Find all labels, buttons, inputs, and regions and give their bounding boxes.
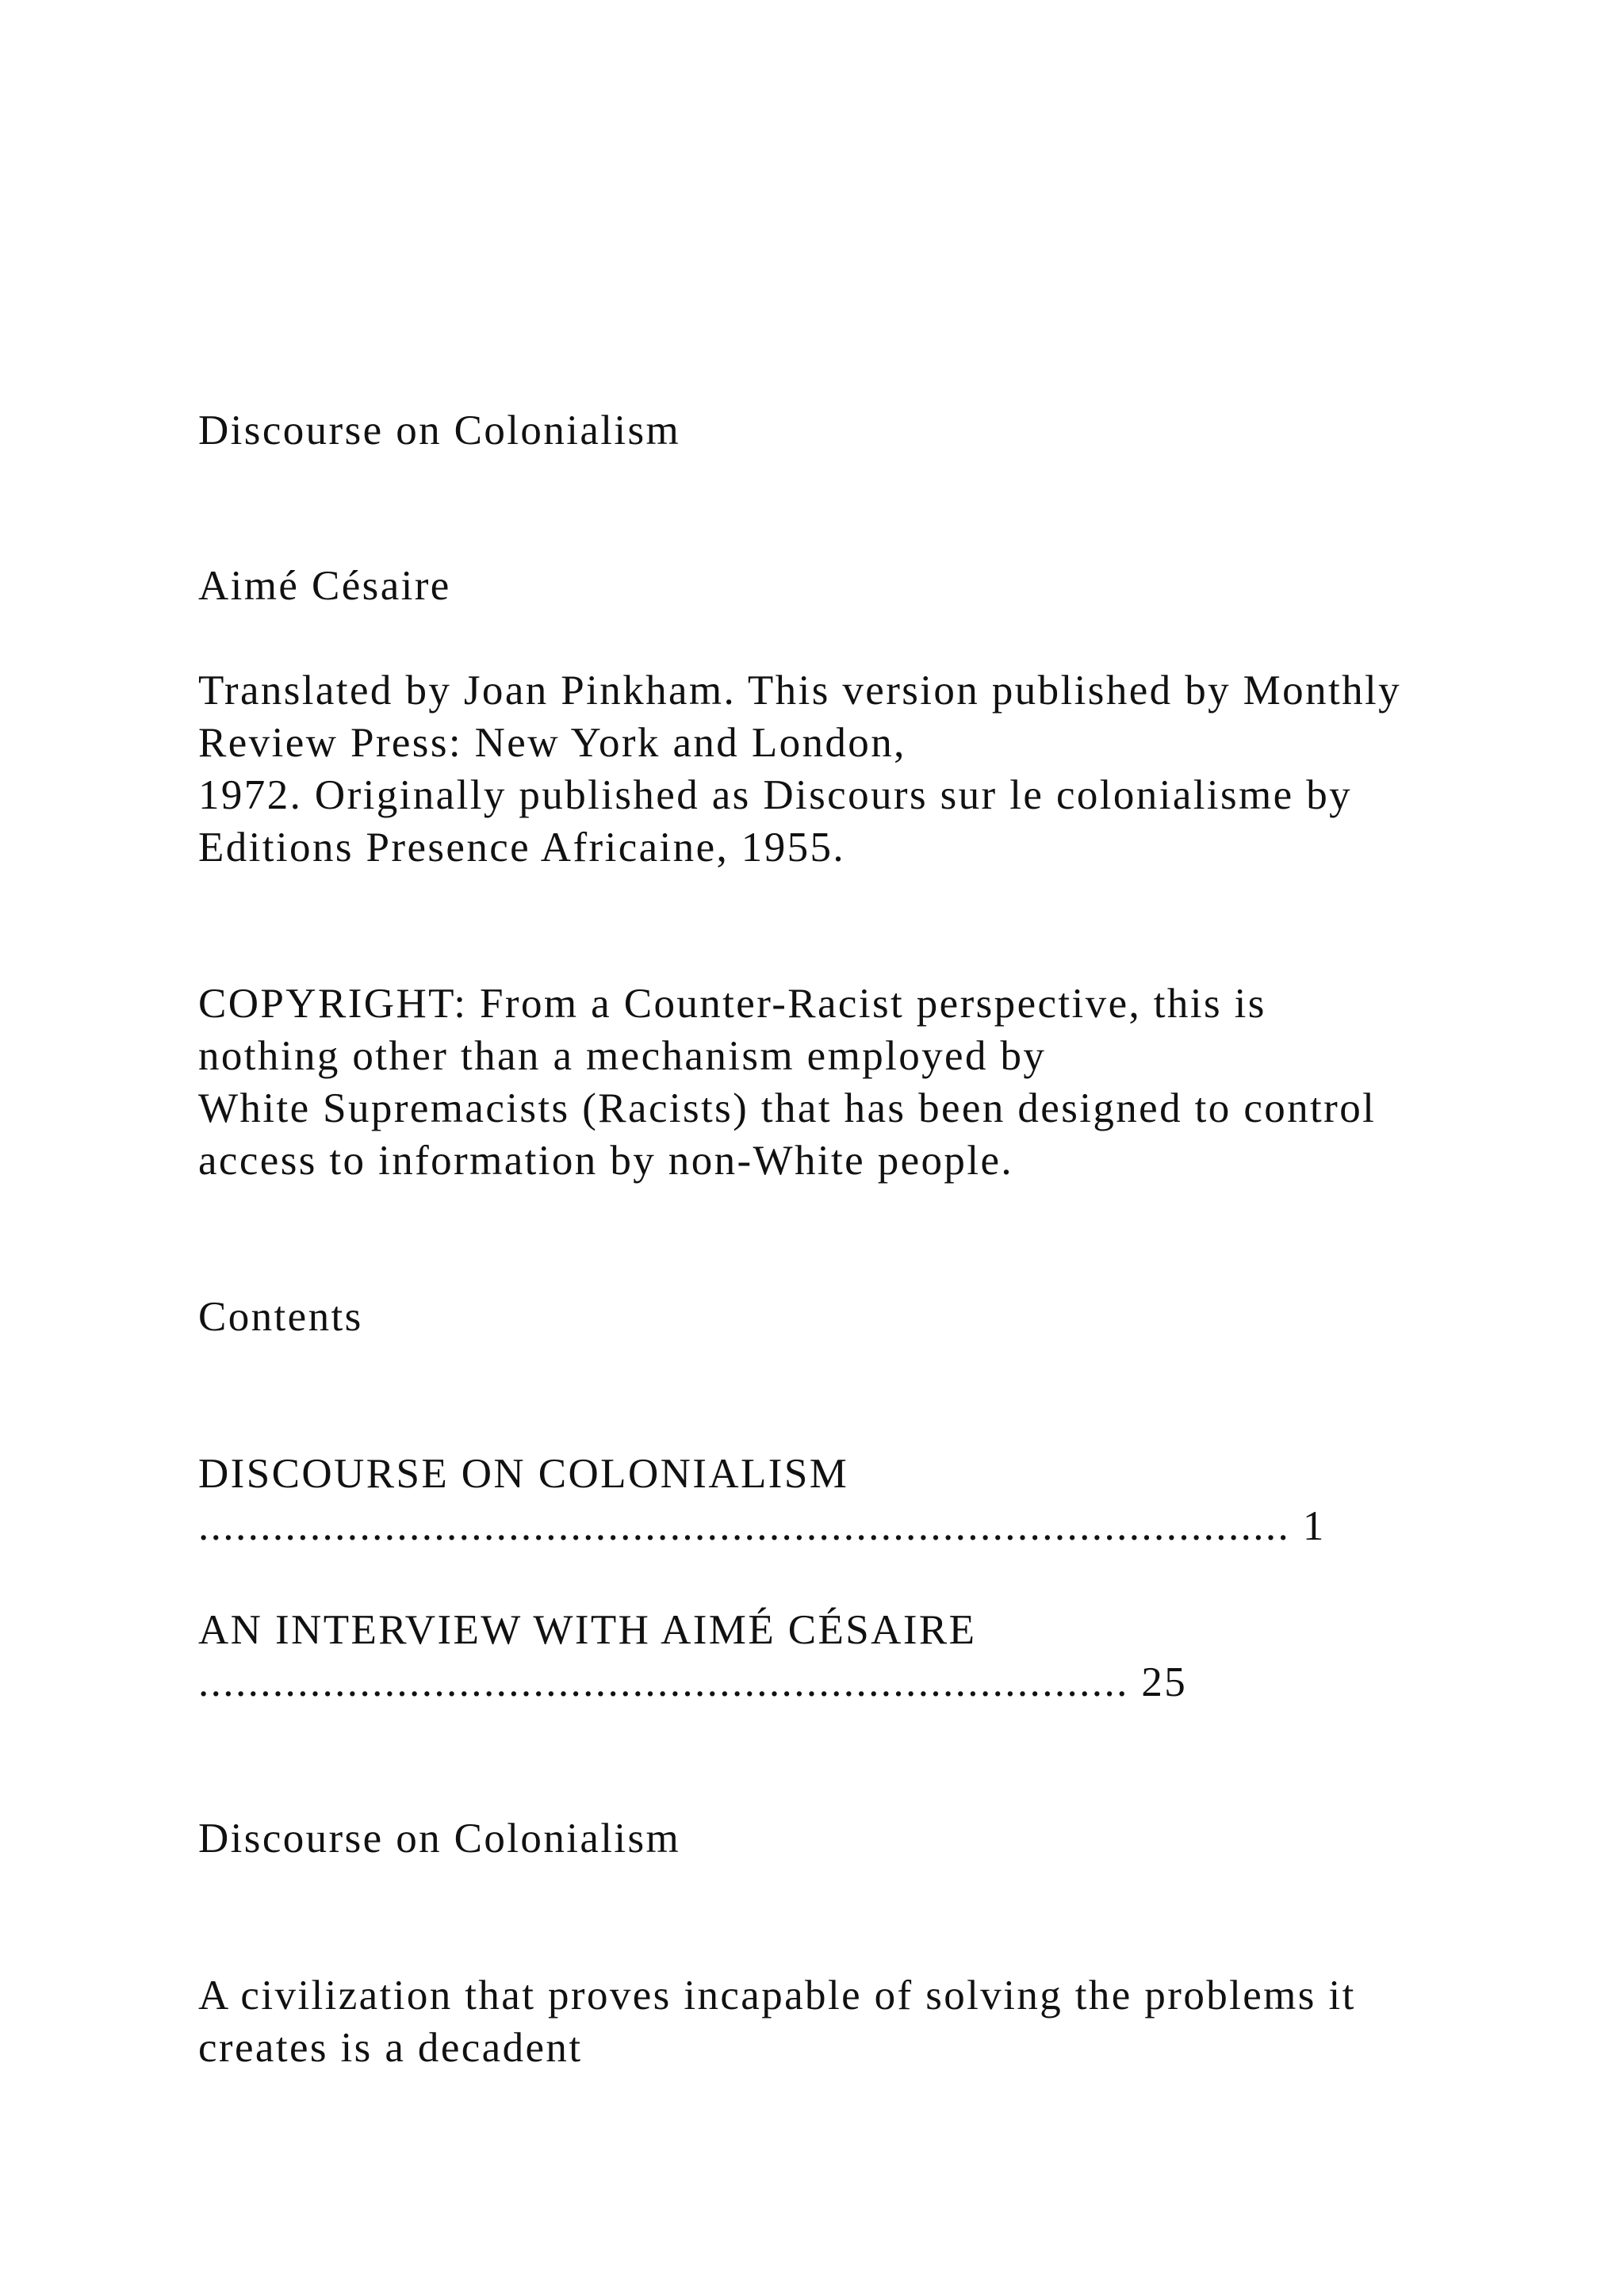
publication-line-1: Translated by Joan Pinkham. This version published by Monthly [198, 668, 1402, 714]
toc-entry-leader-page: ........................................................................... 25 [198, 1659, 1188, 1705]
publication-line-4: Editions Presence Africaine, 1955. [198, 825, 846, 871]
body-line-1: A civilization that proves incapable of solving the problems it [198, 1973, 1356, 2019]
publication-line-3: 1972. Originally published as Discours sur le colonialisme by [198, 772, 1353, 818]
document-title: Discourse on Colonialism [198, 408, 681, 453]
toc-entry-title: DISCOURSE ON COLONIALISM [198, 1451, 849, 1497]
toc-entry-title: AN INTERVIEW WITH AIMÉ CÉSAIRE [198, 1607, 977, 1653]
contents-heading: Contents [198, 1294, 363, 1340]
body-line-2: creates is a decadent [198, 2025, 583, 2071]
copyright-line-3: White Supremacists (Racists) that has been designed to control [198, 1085, 1377, 1131]
author-name: Aimé Césaire [198, 563, 451, 609]
toc-entry-leader-page: ........................................................................................ 1 [198, 1503, 1326, 1549]
copyright-line-1: COPYRIGHT: From a Counter-Racist perspective, this is [198, 981, 1266, 1027]
publication-line-2: Review Press: New York and London, [198, 720, 906, 766]
copyright-line-2: nothing other than a mechanism employed by [198, 1033, 1047, 1079]
copyright-line-4: access to information by non-White people. [198, 1138, 1014, 1184]
section-heading: Discourse on Colonialism [198, 1816, 681, 1862]
